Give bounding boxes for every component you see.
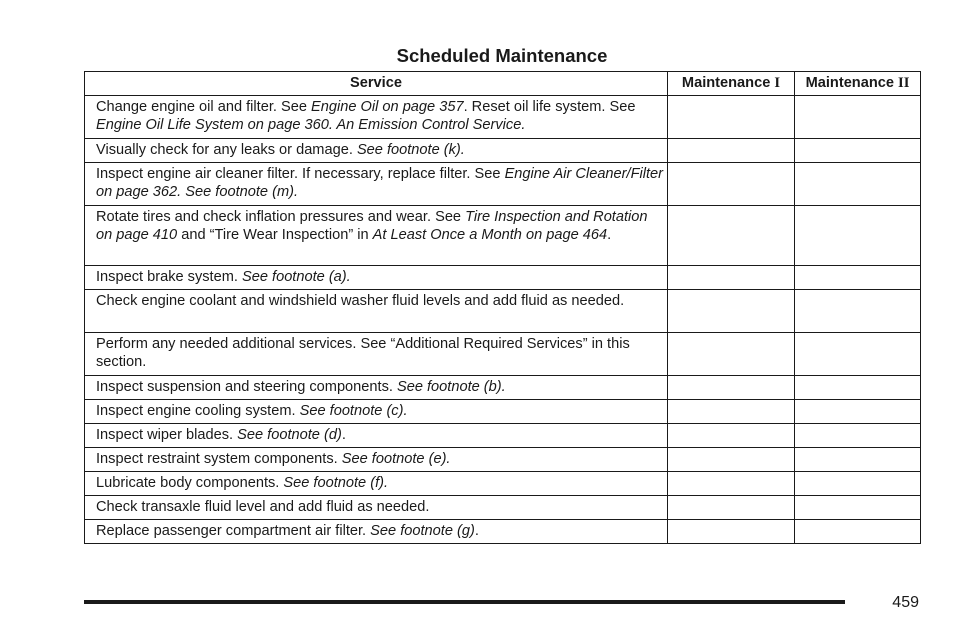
table-row [85, 496, 921, 520]
service-text [96, 206, 663, 246]
maintenance-i-cell [668, 424, 795, 448]
service-text-part: Inspect engine air cleaner filter. If necessary, replace filter. See [96, 166, 505, 182]
service-text [96, 376, 663, 399]
maintenance-ii-label: Maintenance [805, 75, 899, 91]
service-text [96, 333, 663, 373]
service-cell [85, 496, 668, 520]
table-row [85, 400, 921, 424]
service-header-label: Service [350, 75, 402, 91]
maintenance-i-label: Maintenance [681, 75, 775, 91]
service-text-part: Change engine oil and filter. See [96, 99, 312, 115]
maintenance-i-cell [668, 448, 795, 472]
table-row [85, 206, 921, 266]
service-text-part: Inspect suspension and steering components. [96, 379, 397, 395]
service-cell [85, 290, 668, 333]
service-reference: See footnote (b). [396, 379, 506, 395]
maintenance-ii-cell [795, 290, 921, 333]
maintenance-ii-cell [795, 424, 921, 448]
maintenance-i-cell [668, 472, 795, 496]
table-header [85, 72, 921, 96]
footer-rule [84, 600, 845, 604]
service-text-part: Replace passenger compartment air filter. [96, 523, 371, 539]
service-text [96, 163, 663, 203]
maintenance-ii-cell [795, 139, 921, 163]
service-cell [85, 139, 668, 163]
table-row [85, 266, 921, 290]
maintenance-i-cell [668, 96, 795, 139]
maintenance-i-column-header [668, 72, 795, 96]
maintenance-table [84, 71, 921, 544]
maintenance-i-cell [668, 400, 795, 424]
maintenance-i-cell [668, 520, 795, 544]
table-body [85, 96, 921, 544]
service-cell [85, 206, 668, 266]
service-text-part: Inspect engine cooling system. [96, 403, 300, 419]
service-cell [85, 424, 668, 448]
service-text-part: Lubricate body components. [96, 475, 284, 491]
service-text [96, 472, 663, 495]
table-row [85, 424, 921, 448]
maintenance-ii-cell [795, 448, 921, 472]
service-text-part: Perform any needed additional services. See “Additional Required Services” in this section. [96, 336, 630, 370]
service-cell [85, 333, 668, 376]
table-row [85, 472, 921, 496]
maintenance-i-cell [668, 290, 795, 333]
table-row [85, 139, 921, 163]
table-row [85, 448, 921, 472]
service-text-part: Inspect wiper blades. [96, 427, 238, 443]
service-text [96, 290, 663, 313]
service-text [96, 400, 663, 423]
maintenance-i-cell [668, 376, 795, 400]
service-text [96, 96, 663, 136]
service-reference: See footnote (d) [237, 427, 342, 443]
service-reference: Engine Air Cleaner/Filter on page 362. See footnote (m). [96, 166, 664, 200]
service-reference: See footnote (f). [283, 475, 389, 491]
service-text-part: . [341, 427, 346, 443]
service-text-part: Visually check for any leaks or damage. [96, 142, 357, 158]
maintenance-i-cell [668, 266, 795, 290]
service-reference: See footnote (a). [242, 269, 351, 285]
service-cell [85, 96, 668, 139]
maintenance-ii-cell [795, 496, 921, 520]
maintenance-ii-cell [795, 472, 921, 496]
service-text [96, 496, 663, 519]
service-reference: See footnote (e). [341, 451, 451, 467]
service-reference: See footnote (k). [356, 142, 465, 158]
table-row [85, 96, 921, 139]
maintenance-i-cell [668, 333, 795, 376]
maintenance-i-cell [668, 139, 795, 163]
service-text [96, 139, 663, 162]
service-text-part: Rotate tires and check inflation pressures and wear. See [96, 209, 466, 225]
service-cell [85, 520, 668, 544]
service-reference: At Least Once a Month on page 464 [372, 226, 608, 243]
service-cell [85, 266, 668, 290]
service-text-part: . [607, 226, 612, 243]
table-row [85, 333, 921, 376]
page-title: Scheduled Maintenance [396, 45, 608, 66]
service-text-part: Inspect brake system. [96, 269, 242, 285]
service-text-part: Check engine coolant and windshield washer fluid levels and add fluid as needed. [96, 293, 625, 309]
maintenance-ii-column-header [795, 72, 921, 96]
service-reference: Engine Oil on page 357 [311, 99, 464, 115]
table-row [85, 376, 921, 400]
maintenance-i-cell [668, 206, 795, 266]
service-text-part: Inspect restraint system components. [96, 451, 342, 467]
service-cell [85, 163, 668, 206]
service-reference: See footnote (g) [370, 523, 475, 539]
table-row [85, 520, 921, 544]
maintenance-i-numeral: I [774, 75, 781, 91]
service-cell [85, 448, 668, 472]
service-text [96, 424, 663, 447]
service-reference: Engine Oil Life System on page 360. An Emission Control Service. [96, 116, 526, 133]
service-text [96, 520, 663, 543]
service-column-header [85, 72, 668, 96]
maintenance-ii-cell [795, 266, 921, 290]
service-cell [85, 400, 668, 424]
service-text [96, 448, 663, 471]
maintenance-ii-cell [795, 376, 921, 400]
page-number: 459 [892, 594, 919, 611]
header-row [85, 72, 921, 96]
service-text-part: Check transaxle fluid level and add fluid as needed. [96, 499, 430, 515]
table-row [85, 163, 921, 206]
maintenance-ii-cell [795, 163, 921, 206]
maintenance-ii-numeral: II [898, 75, 910, 91]
service-text-part: and “Tire Wear Inspection” in [177, 226, 373, 243]
table-row [85, 290, 921, 333]
maintenance-ii-cell [795, 333, 921, 376]
service-text-part: . Reset oil life system. See [463, 99, 636, 115]
service-reference: Tire Inspection and Rotation on page 410 [96, 209, 648, 243]
maintenance-ii-cell [795, 400, 921, 424]
maintenance-ii-cell [795, 96, 921, 139]
service-cell [85, 472, 668, 496]
maintenance-i-cell [668, 163, 795, 206]
service-cell [85, 376, 668, 400]
service-reference: See footnote (c). [299, 403, 408, 419]
service-text-part: . [474, 523, 479, 539]
service-text [96, 266, 663, 289]
maintenance-ii-cell [795, 206, 921, 266]
maintenance-i-cell [668, 496, 795, 520]
maintenance-ii-cell [795, 520, 921, 544]
